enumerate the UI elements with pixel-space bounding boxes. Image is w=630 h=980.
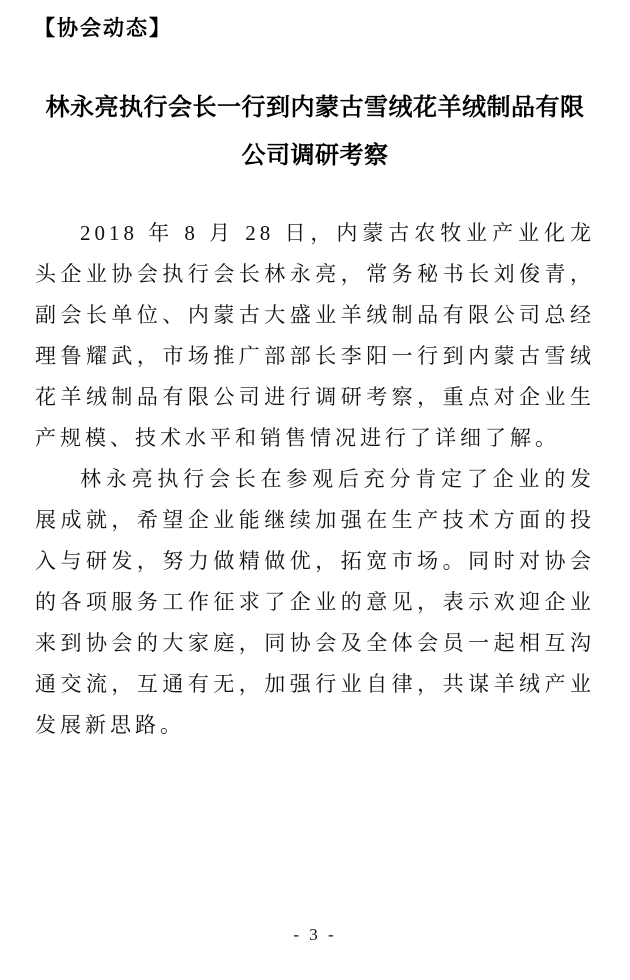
paragraph-2: 林永亮执行会长在参观后充分肯定了企业的发展成就，希望企业能继续加强在生产技术方面的投入与研发，努力做精做优，拓宽市场。同时对协会的各项服务工作征求了企业的意见，表示欢迎企业来到协会的大家庭，同协会及全体会员一起相互沟通交流，互通有无，加强行业自律，共谋羊绒产业发展新思路。 bbox=[35, 467, 595, 737]
paragraph-1: 2018 年 8 月 28 日，内蒙古农牧业产业化龙头企业协会执行会长林永亮，常务秘书长刘俊青，副会长单位、内蒙古大盛业羊绒制品有限公司总经理鲁耀武，市场推广部部长李阳一行到内蒙古雪绒花羊绒制品有限公司进行调研考察，重点对企业生产规模、技术水平和销售情况进行了详细了解。 bbox=[35, 221, 595, 450]
section-label: 【协会动态】 bbox=[34, 17, 172, 40]
article-body bbox=[35, 213, 595, 746]
article-title: 林永亮执行会长一行到内蒙古雪绒花羊绒制品有限公司调研考察 bbox=[45, 95, 585, 169]
page-number: - 3 - bbox=[293, 925, 337, 944]
